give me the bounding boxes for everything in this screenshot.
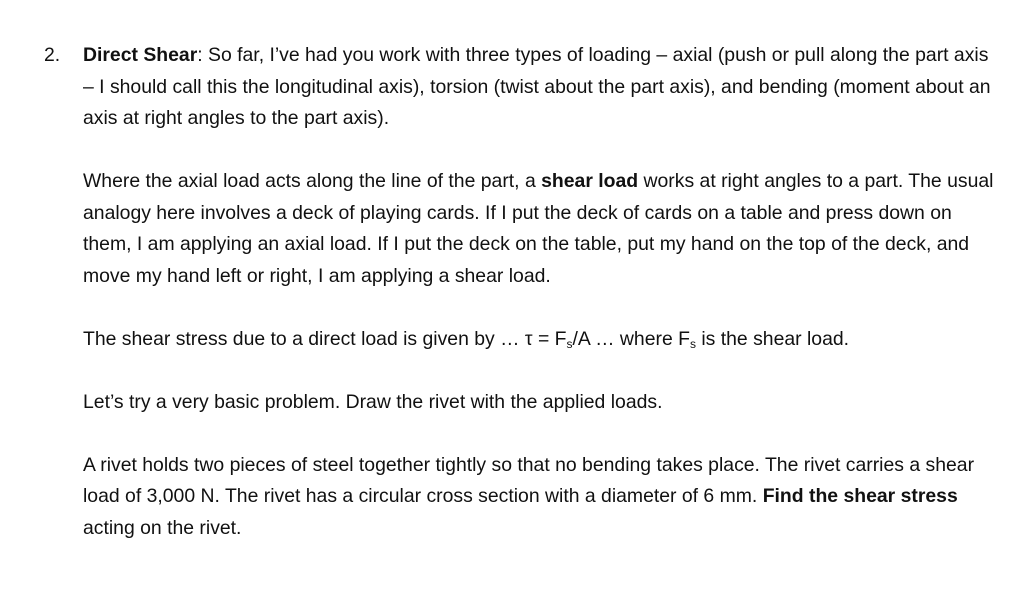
problem-text-before: A rivet holds two pieces of steel together tightly so that no bending takes place. The rivet carries a shear load of 3,000 N. The rivet has a circular cross section with a diameter of 6 mm. [83, 453, 975, 507]
item-body [83, 40, 994, 544]
problem-intro-paragraph: Let’s try a very basic problem. Draw the rivet with the applied loads. [83, 390, 663, 413]
intro-paragraph [83, 40, 994, 135]
problem-task: Find the shear stress [762, 485, 958, 507]
problem-text-after: acting on the rivet. [83, 516, 242, 539]
problem-statement-paragraph [83, 450, 994, 545]
formula-subscript-1: s [566, 336, 573, 351]
shear-load-paragraph [83, 166, 994, 292]
item-number: 2. [44, 44, 61, 66]
shear-load-text-after: works at right angles to a part. The usual analogy here involves a deck of playing cards. If I put the deck of cards on a table and press down on them, I am applying an axial load. If I put the deck on the table, put my hand on the top of the deck, and move my hand left or right, I am applying a shear load. [83, 170, 994, 287]
formula-text-before: The shear stress due to a direct load is given by … τ = F [83, 327, 567, 350]
intro-text: : So far, I’ve had you work with three types of loading – axial (push or pull along the part axis – I should call this the longitudinal axis), torsion (twist about the part axis), and bending (moment about an axis at right angles to the part axis). [83, 44, 991, 129]
formula-paragraph [83, 324, 994, 356]
item-title: Direct Shear [83, 44, 198, 66]
shear-load-term: shear load [541, 170, 639, 192]
formula-text-mid: /A … where F [572, 327, 690, 350]
formula-subscript-2: s [689, 336, 696, 351]
formula-text-after: is the shear load. [695, 327, 850, 350]
shear-load-text-before: Where the axial load acts along the line of the part, a [83, 170, 542, 192]
problem-item [44, 40, 994, 544]
